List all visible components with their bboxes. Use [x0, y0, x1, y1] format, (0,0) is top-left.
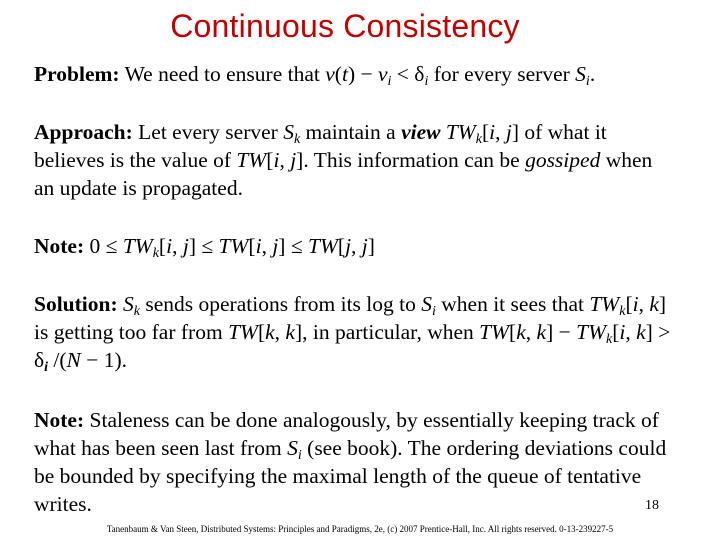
- slide-title: Continuous Consistency: [170, 8, 520, 44]
- text: [: [509, 320, 517, 344]
- subscript: i: [387, 74, 392, 89]
- text: ,: [274, 320, 286, 344]
- text: [: [481, 120, 490, 144]
- subscript: k: [133, 304, 140, 319]
- text: ,: [625, 320, 637, 344]
- text: − 1).: [80, 348, 128, 372]
- text: ]. This information can be: [296, 148, 526, 172]
- text: sends operations from its log to: [139, 292, 422, 316]
- text: for every server: [428, 62, 576, 86]
- note-inequality-paragraph: [34, 232, 674, 260]
- text: ) −: [347, 62, 378, 86]
- text: ,: [525, 320, 537, 344]
- text: .: [589, 62, 596, 86]
- math-var: k: [649, 292, 659, 316]
- math-var: N: [66, 348, 81, 372]
- math-var: S: [123, 292, 134, 316]
- math-var: i: [273, 148, 280, 172]
- math-var: k: [636, 320, 646, 344]
- text: ,: [351, 234, 362, 258]
- text: when it sees that: [435, 292, 590, 316]
- text: [: [337, 234, 346, 258]
- text: [: [625, 292, 633, 316]
- subscript: k: [475, 132, 482, 147]
- math-var: k: [536, 320, 547, 344]
- math-var: j: [505, 120, 512, 144]
- subscript: k: [293, 132, 301, 147]
- math-var: TW: [122, 234, 153, 258]
- math-var: v: [377, 62, 388, 86]
- math-var: TW: [236, 148, 267, 172]
- text: ,: [261, 234, 273, 258]
- problem-label: Problem:: [34, 62, 120, 86]
- text: We need to ensure that: [119, 62, 326, 86]
- text: ], in particular, when: [294, 320, 480, 344]
- text: (see book). The ordering deviations could be bounded by specifying the maximal length of the queue of tentative writes.: [34, 436, 667, 516]
- text: ,: [638, 292, 650, 316]
- subscript: i: [585, 74, 590, 89]
- math-var: j: [345, 234, 352, 258]
- math-var: k: [265, 320, 275, 344]
- math-var: i: [632, 292, 639, 316]
- math-var: i: [166, 234, 173, 258]
- note-label: Note:: [34, 408, 85, 432]
- text: ,: [495, 120, 506, 144]
- math-var: j: [361, 234, 368, 258]
- text: Let every server: [132, 120, 284, 144]
- text: [: [257, 320, 266, 344]
- math-var: t: [341, 62, 348, 86]
- text: Staleness can be done analogously, by essentially keeping track of what has been seen last from: [34, 408, 659, 460]
- note-label: Note:: [34, 234, 85, 258]
- subscript: i: [44, 360, 49, 375]
- math-var: TW: [589, 292, 620, 316]
- math-var: k: [285, 320, 295, 344]
- text: ,: [279, 148, 291, 172]
- emphasis-view: view: [401, 120, 441, 144]
- text: ,: [172, 234, 183, 258]
- math-var: S: [283, 120, 294, 144]
- math-var: TW: [308, 234, 338, 258]
- text: ] ≤: [278, 234, 309, 258]
- math-var: j: [290, 148, 297, 172]
- math-var: TW: [228, 320, 258, 344]
- subscript: k: [152, 246, 159, 261]
- problem-paragraph: [34, 60, 674, 88]
- subscript: k: [605, 332, 613, 347]
- math-var: TW: [218, 234, 249, 258]
- math-var: S: [421, 292, 432, 316]
- text: ] is getting too far from: [34, 292, 667, 344]
- text: 0 ≤: [84, 234, 123, 258]
- math-var: S: [575, 62, 586, 86]
- text: /(: [48, 348, 67, 372]
- page-number: 18: [645, 498, 659, 513]
- approach-label: Approach:: [34, 120, 133, 144]
- text: [: [248, 234, 256, 258]
- text: ] > δ: [34, 320, 671, 372]
- math-var: i: [619, 320, 626, 344]
- math-var: v: [325, 62, 335, 86]
- text: [: [266, 148, 274, 172]
- text: [: [158, 234, 167, 258]
- subscript: i: [432, 304, 436, 319]
- math-var: S: [287, 436, 298, 460]
- text: ] −: [546, 320, 577, 344]
- solution-paragraph: [34, 290, 674, 374]
- subscript: i: [424, 74, 429, 89]
- math-var: j: [182, 234, 189, 258]
- solution-label: Solution:: [34, 292, 118, 316]
- text: [: [612, 320, 620, 344]
- note-staleness-paragraph: [34, 406, 674, 518]
- approach-paragraph: [34, 118, 674, 202]
- text: ] ≤: [188, 234, 219, 258]
- text: (: [334, 62, 342, 86]
- math-var: j: [272, 234, 279, 258]
- text: maintain a: [300, 120, 402, 144]
- text: ]: [367, 234, 375, 258]
- subscript: k: [619, 304, 626, 319]
- math-var: k: [516, 320, 526, 344]
- math-var: TW: [445, 120, 476, 144]
- text: < δ: [391, 62, 425, 86]
- subscript: i: [297, 448, 302, 463]
- math-var: TW: [479, 320, 510, 344]
- emphasis-gossiped: gossiped: [525, 148, 601, 172]
- math-var: i: [489, 120, 496, 144]
- text: ] of what it believes is the value of: [34, 120, 607, 172]
- math-var: TW: [576, 320, 606, 344]
- math-var: i: [255, 234, 262, 258]
- footer-copyright: Tanenbaum & Van Steen, Distributed Systems: Principles and Paradigms, 2e, (c) 2007 Prentice-Hall, Inc. All rights reserved. 0-13-239227-5: [106, 524, 614, 534]
- text: when an update is propagated.: [34, 148, 653, 200]
